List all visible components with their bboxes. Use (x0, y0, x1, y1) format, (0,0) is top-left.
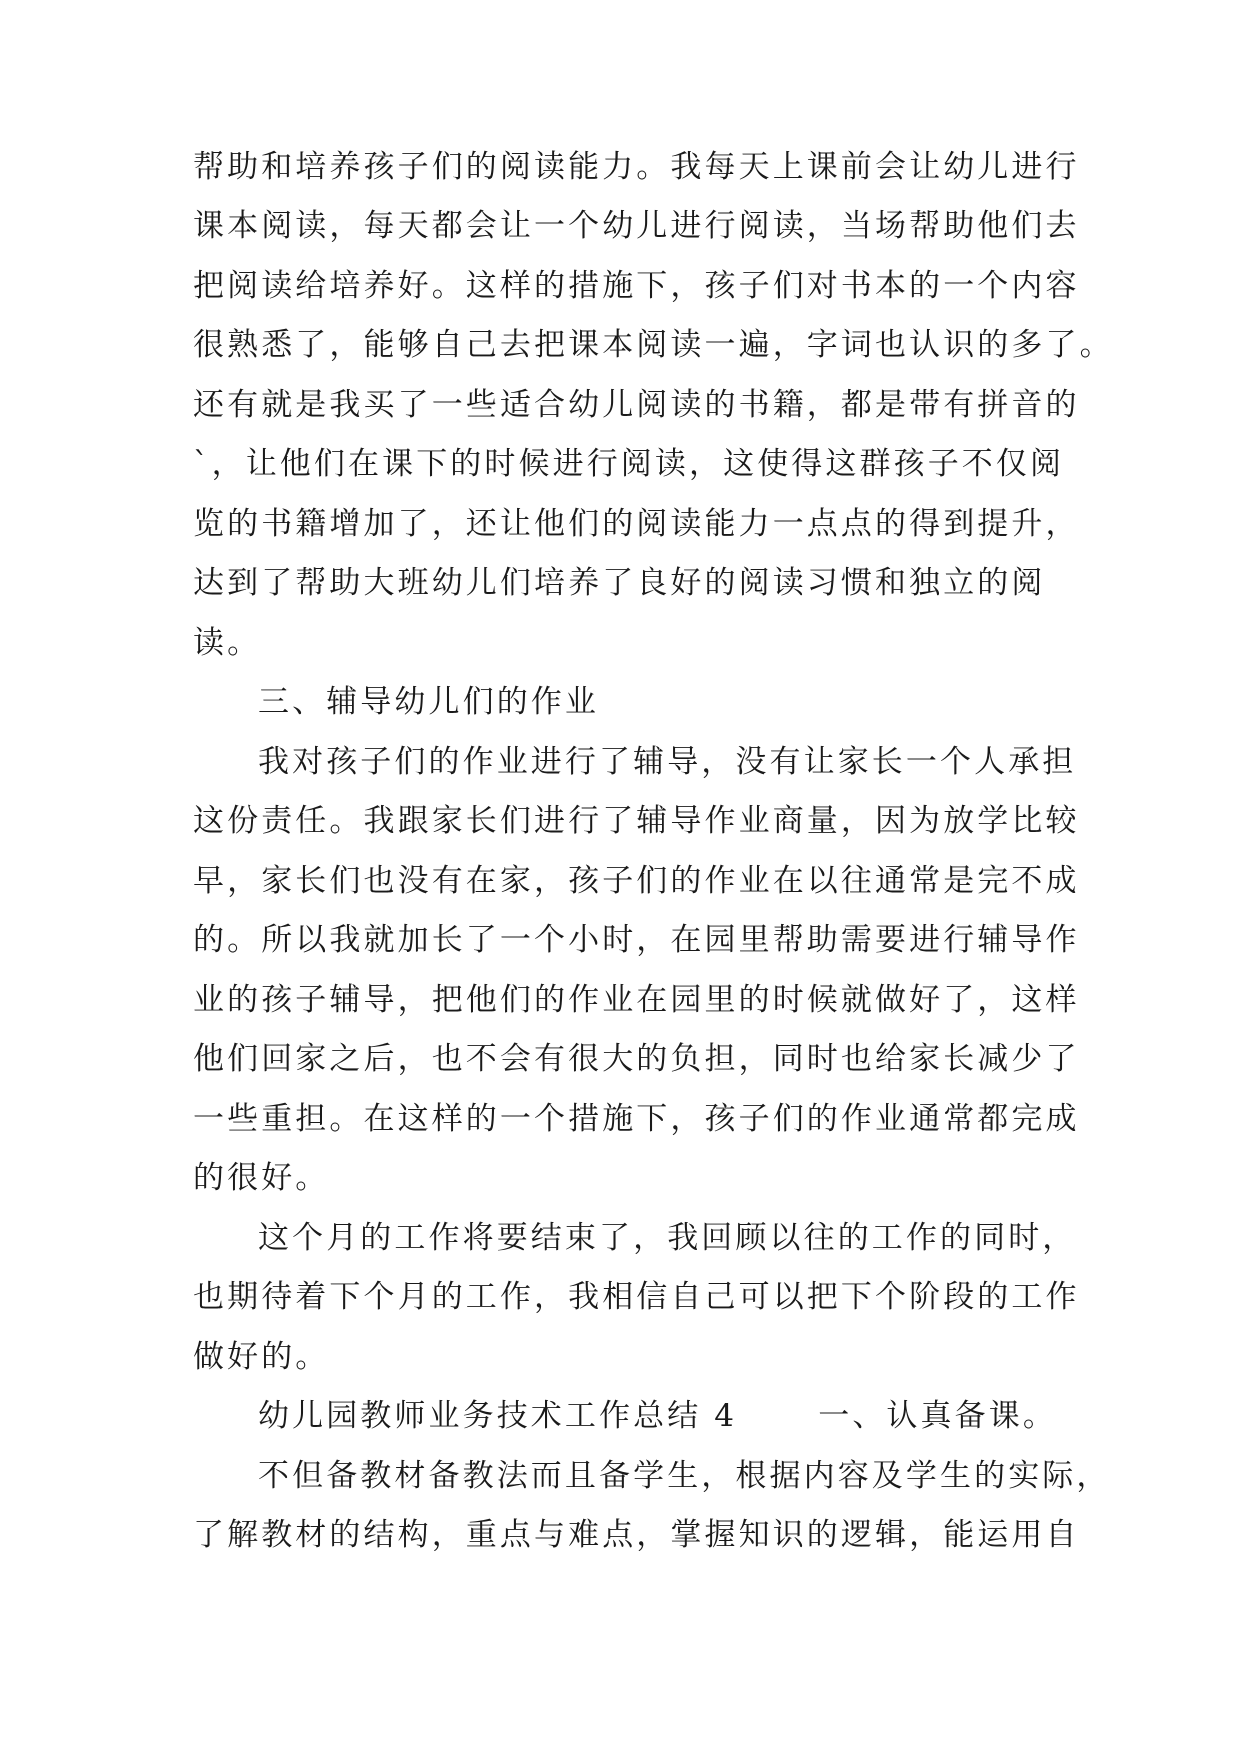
paragraph-line: 的。所以我就加长了一个小时，在园里帮助需要进行辅导作 (193, 922, 1080, 958)
paragraph-line: 一些重担。在这样的一个措施下，孩子们的作业通常都完成 (193, 1101, 1080, 1137)
paragraph-line: `，让他们在课下的时候进行阅读，这使得这群孩子不仅阅 (193, 446, 1065, 482)
paragraph-line: 很熟悉了，能够自己去把课本阅读一遍，字词也认识的多了。 (193, 327, 1114, 363)
section-heading: 幼儿园教师业务技术工作总结 4 一、认真备课。 (258, 1398, 1057, 1434)
paragraph-line: 这份责任。我跟家长们进行了辅导作业商量，因为放学比较 (193, 803, 1080, 839)
paragraph-line: 览的书籍增加了，还让他们的阅读能力一点点的得到提升， (193, 506, 1080, 542)
paragraph-line: 课本阅读，每天都会让一个幼儿进行阅读，当场帮助他们去 (193, 208, 1080, 244)
paragraph-line: 把阅读给培养好。这样的措施下，孩子们对书本的一个内容 (193, 268, 1080, 304)
paragraph-line: 他们回家之后，也不会有很大的负担，同时也给家长减少了 (193, 1041, 1080, 1077)
paragraph-line: 还有就是我买了一些适合幼儿阅读的书籍，都是带有拼音的 (193, 387, 1080, 423)
paragraph-line: 了解教材的结构，重点与难点，掌握知识的逻辑，能运用自 (193, 1517, 1080, 1553)
paragraph-line: 这个月的工作将要结束了，我回顾以往的工作的同时， (258, 1220, 1077, 1256)
paragraph-line: 早，家长们也没有在家，孩子们的作业在以往通常是完不成 (193, 863, 1080, 899)
paragraph-line: 不但备教材备教法而且备学生，根据内容及学生的实际， (258, 1458, 1111, 1494)
paragraph-line: 业的孩子辅导，把他们的作业在园里的时候就做好了，这样 (193, 982, 1080, 1018)
paragraph-line: 读。 (193, 625, 262, 661)
paragraph-line: 也期待着下个月的工作，我相信自己可以把下个阶段的工作 (193, 1279, 1080, 1315)
paragraph-line: 的很好。 (193, 1160, 330, 1196)
paragraph-line: 达到了帮助大班幼儿们培养了良好的阅读习惯和独立的阅 (193, 565, 1046, 601)
paragraph-line: 帮助和培养孩子们的阅读能力。我每天上课前会让幼儿进行 (193, 149, 1080, 185)
paragraph-line: 我对孩子们的作业进行了辅导，没有让家长一个人承担 (258, 744, 1077, 780)
section-heading: 三、辅导幼儿们的作业 (258, 684, 599, 720)
paragraph-line: 做好的。 (193, 1339, 330, 1375)
